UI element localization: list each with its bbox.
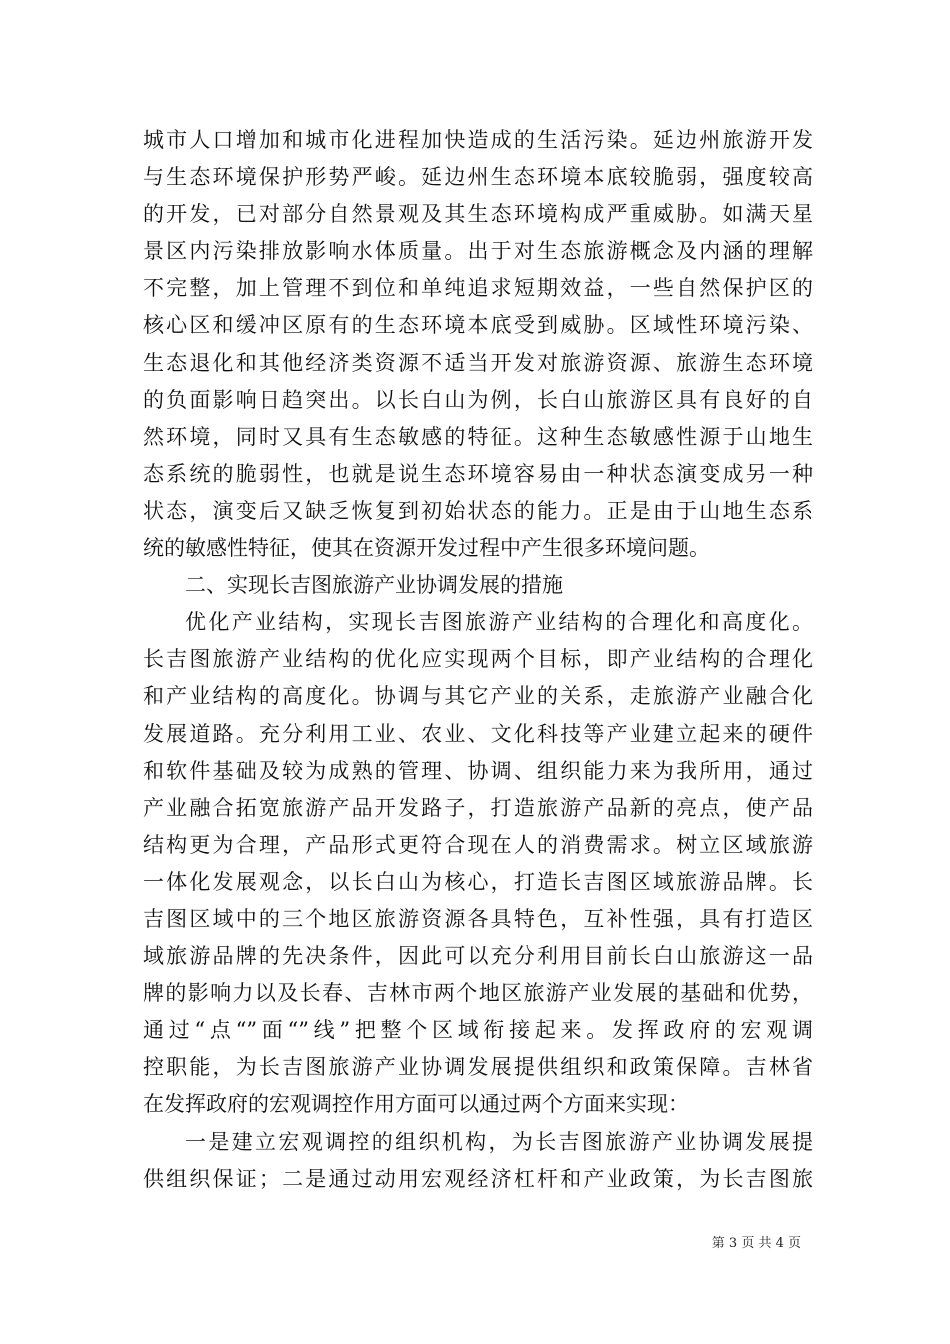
- text-line: 发展道路。充分利用工业、农业、文化科技等产业建立起来的硬件: [143, 721, 813, 746]
- text-line: 在发挥政府的宏观调控作用方面可以通过两个方面来实现：: [143, 1092, 689, 1117]
- text-line: 然环境，同时又具有生态敏感的特征。这种生态敏感性源于山地生: [143, 424, 813, 449]
- text-line: 与生态环境保护形势严峻。延边州生态环境本底较脆弱，强度较高: [143, 165, 813, 190]
- text-line: 优化产业结构，实现长吉图旅游产业结构的合理化和高度化。: [185, 610, 813, 635]
- text-line: 二、实现长吉图旅游产业协调发展的措施: [185, 573, 563, 598]
- text-line: 城市人口增加和城市化进程加快造成的生活污染。延边州旅游开发: [143, 128, 813, 152]
- text-line: 一是建立宏观调控的组织机构，为长吉图旅游产业协调发展提: [185, 1129, 813, 1154]
- text-line: 的负面影响日趋突出。以长白山为例，长白山旅游区具有良好的自: [143, 387, 813, 412]
- text-line: 不完整，加上管理不到位和单纯追求短期效益，一些自然保护区的: [143, 276, 813, 301]
- text-line: 牌的影响力以及长春、吉林市两个地区旅游产业发展的基础和优势，: [143, 981, 813, 1006]
- text-line: 状态，演变后又缺乏恢复到初始状态的能力。正是由于山地生态系: [143, 498, 813, 523]
- text-line: 核心区和缓冲区原有的生态环境本底受到威胁。区域性环境污染、: [143, 313, 813, 338]
- text-line: 的开发，已对部分自然景观及其生态环境构成严重威胁。如满天星: [143, 202, 813, 227]
- text-line: 吉图区域中的三个地区旅游资源各具特色，互补性强，具有打造区: [143, 906, 813, 931]
- text-line: 结构更为合理，产品形式更符合现在人的消费需求。树立区域旅游: [143, 832, 813, 857]
- text-line: 统的敏感性特征，使其在资源开发过程中产生很多环境问题。: [143, 536, 710, 561]
- text-line: 域旅游品牌的先决条件，因此可以充分利用目前长白山旅游这一品: [143, 944, 813, 969]
- text-line: 态系统的脆弱性，也就是说生态环境容易由一种状态演变成另一种: [143, 461, 813, 486]
- text-line: 景区内污染排放影响水体质量。出于对生态旅游概念及内涵的理解: [143, 239, 813, 264]
- text-line: 和产业结构的高度化。协调与其它产业的关系，走旅游产业融合化: [143, 684, 813, 709]
- text-line: 供组织保证；二是通过动用宏观经济杠杆和产业政策，为长吉图旅: [143, 1166, 813, 1191]
- text-line: 一体化发展观念，以长白山为核心，打造长吉图区域旅游品牌。长: [143, 869, 813, 894]
- text-line: 和软件基础及较为成熟的管理、协调、组织能力来为我所用，通过: [143, 758, 813, 783]
- page-number-footer: 第 3 页 共 4 页: [711, 1236, 801, 1251]
- text-line: 长吉图旅游产业结构的优化应实现两个目标，即产业结构的合理化: [143, 647, 813, 672]
- text-line: 产业融合拓宽旅游产品开发路子，打造旅游产品新的亮点，使产品: [143, 795, 813, 820]
- text-line: 通过“点“”面“”线”把整个区域衔接起来。发挥政府的宏观调: [143, 1018, 813, 1043]
- document-body: [143, 122, 813, 1198]
- text-line: 控职能，为长吉图旅游产业协调发展提供组织和政策保障。吉林省: [143, 1055, 813, 1080]
- text-line: 生态退化和其他经济类资源不适当开发对旅游资源、旅游生态环境: [143, 350, 813, 375]
